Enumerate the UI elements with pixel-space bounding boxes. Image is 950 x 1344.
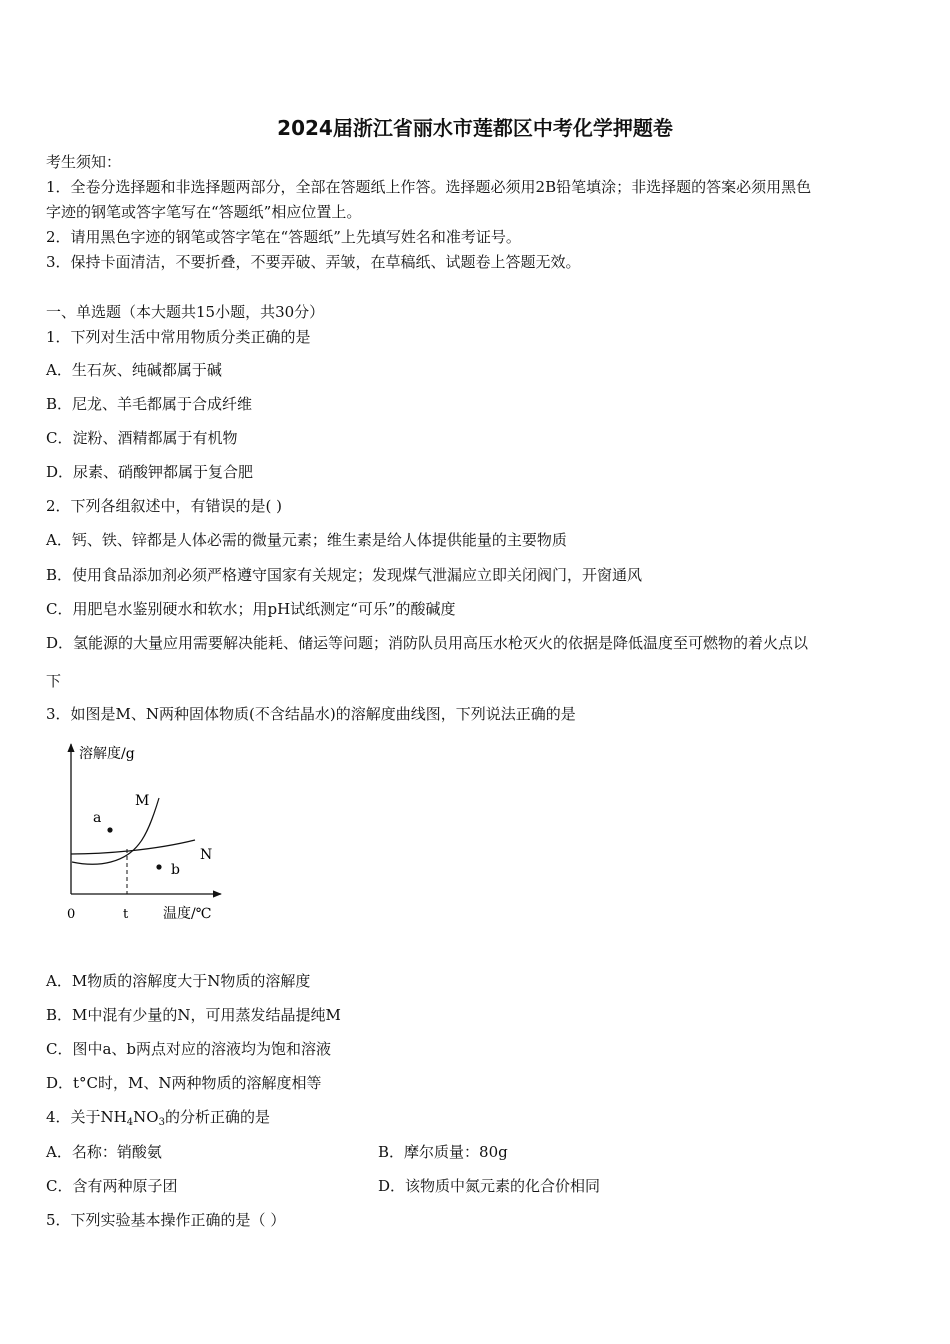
x-axis-label: 温度/℃ (163, 906, 212, 922)
point-b-label: b (171, 862, 180, 878)
q4-option-d: D．该物质中氮元素的化合价相同 (378, 1177, 601, 1195)
t-label: t (123, 907, 129, 922)
q4-stem-prefix: 4．关于NH (46, 1108, 127, 1126)
notice-item-2: 2．请用黑色字迹的钢笔或答字笔在“答题纸”上先填写姓名和准考证号。 (46, 228, 521, 246)
curve-n-label: N (200, 847, 213, 863)
q4-subscript-4: 4 (126, 1117, 134, 1128)
q3-option-c: C．图中a、b两点对应的溶液均为饱和溶液 (46, 1040, 332, 1058)
exam-title: 2024届浙江省丽水市莲都区中考化学押题卷 (277, 116, 673, 140)
section-heading: 一、单选题（本大题共15小题，共30分） (46, 303, 325, 321)
q3-option-a: A．M物质的溶解度大于N物质的溶解度 (46, 972, 311, 990)
notice-item-1: 1．全卷分选择题和非选择题两部分，全部在答题纸上作答。选择题必须用2B铅笔填涂；非选择题的答案必须用黑色 (46, 178, 812, 196)
q4-stem (46, 1108, 270, 1126)
q2-option-d-cont: 下 (46, 672, 62, 690)
q4-option-c: C．含有两种原子团 (46, 1177, 178, 1195)
y-axis-label: 溶解度/g (79, 746, 135, 762)
q2-stem: 2．下列各组叙述中，有错误的是( ) (46, 497, 283, 515)
point-b-dot (156, 864, 161, 869)
q3-stem: 3．如图是M、N两种固体物质(不含结晶水)的溶解度曲线图，下列说法正确的是 (46, 705, 576, 723)
q4-option-b: B．摩尔质量：80g (378, 1143, 508, 1161)
notice-heading: 考生须知： (46, 153, 122, 171)
q4-subscript-3: 3 (158, 1117, 165, 1128)
origin-label: 0 (67, 907, 76, 922)
solubility-curve-graph (55, 738, 230, 926)
q1-stem: 1．下列对生活中常用物质分类正确的是 (46, 328, 311, 346)
q4-option-a: A．名称：销酸氨 (46, 1143, 162, 1161)
q1-option-d: D．尿素、硝酸钾都属于复合肥 (46, 463, 254, 481)
q2-option-d: D．氢能源的大量应用需要解决能耗、储运等问题；消防队员用高压水枪灭火的依据是降低温度至可燃物的着火点以 (46, 634, 809, 652)
q1-option-a: A．生石灰、纯碱都属于碱 (46, 361, 222, 379)
q2-option-b: B．使用食品添加剂必须严格遵守国家有关规定；发现煤气泄漏应立即关闭阀门，开窗通风 (46, 566, 643, 584)
q3-option-b: B．M中混有少量的N，可用蒸发结晶提纯M (46, 1006, 341, 1024)
point-a-label: a (93, 810, 102, 826)
notice-item-1-cont: 字迹的钢笔或答字笔写在“答题纸”相应位置上。 (46, 203, 362, 221)
q1-option-c: C．淀粉、酒精都属于有机物 (46, 429, 238, 447)
curve-n (71, 840, 195, 854)
q2-option-c: C．用肥皂水鉴别硬水和软水；用pH试纸测定“可乐”的酸碱度 (46, 600, 456, 618)
q2-option-a: A．钙、铁、锌都是人体必需的微量元素；维生素是给人体提供能量的主要物质 (46, 531, 567, 549)
q3-option-d: D．t°C时，M、N两种物质的溶解度相等 (46, 1074, 322, 1092)
q1-option-b: B．尼龙、羊毛都属于合成纤维 (46, 395, 253, 413)
q4-stem-suffix: 的分析正确的是 (164, 1108, 270, 1126)
point-a-dot (107, 827, 112, 832)
q5-stem: 5．下列实验基本操作正确的是（ ） (46, 1211, 286, 1229)
curve-m-label: M (135, 793, 150, 809)
notice-item-3: 3．保持卡面清洁，不要折叠，不要弄破、弄皱，在草稿纸、试题卷上答题无效。 (46, 253, 581, 271)
q4-stem-mid: NO (133, 1108, 159, 1126)
